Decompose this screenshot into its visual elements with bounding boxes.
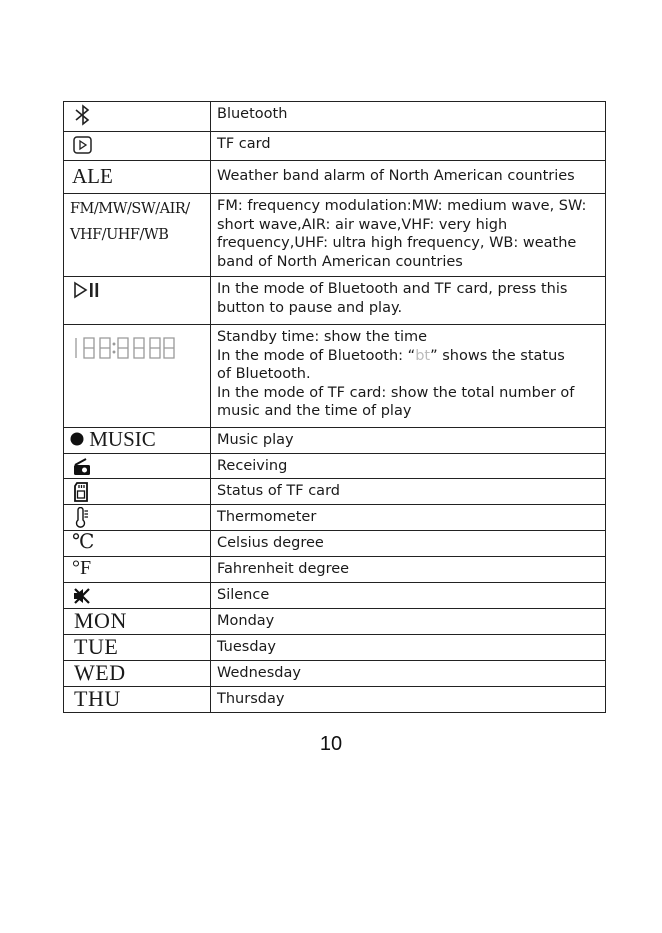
symbol-cell: MON bbox=[64, 609, 211, 635]
music-label: MUSIC bbox=[89, 427, 156, 451]
table-row bbox=[64, 325, 606, 428]
sd-card-icon bbox=[72, 481, 90, 503]
table-row bbox=[64, 277, 606, 325]
description-cell: Silence bbox=[211, 583, 606, 609]
mode-list-line: FM/MW/SW/AIR/ bbox=[70, 201, 190, 217]
table-row bbox=[64, 635, 606, 661]
symbol-cell: WED bbox=[64, 661, 211, 687]
symbol-cell bbox=[64, 479, 211, 505]
symbol-cell bbox=[64, 505, 211, 531]
description-cell bbox=[211, 325, 606, 428]
bluetooth-mode-line-2: of Bluetooth. bbox=[217, 366, 311, 382]
description-cell: Music play bbox=[211, 428, 606, 454]
description-cell: Celsius degree bbox=[211, 531, 606, 557]
description-cell: TF card bbox=[211, 132, 606, 161]
table-row bbox=[64, 583, 606, 609]
symbol-cell bbox=[64, 194, 211, 277]
mode-list-line: VHF/UHF/WB bbox=[70, 227, 169, 243]
description-cell: Thursday bbox=[211, 687, 606, 713]
table-row bbox=[64, 161, 606, 194]
table-row bbox=[64, 194, 606, 277]
standby-line: Standby time: show the time bbox=[217, 329, 428, 345]
description-cell: Thermometer bbox=[211, 505, 606, 531]
description-cell: Weather band alarm of North American countries bbox=[211, 161, 606, 194]
radio-receiving-icon bbox=[72, 457, 92, 477]
table-row bbox=[64, 102, 606, 132]
page-number: 10 bbox=[319, 733, 343, 755]
description-cell: Fahrenheit degree bbox=[211, 557, 606, 583]
table-row bbox=[64, 609, 606, 635]
symbol-cell: THU bbox=[64, 687, 211, 713]
bluetooth-icon bbox=[72, 103, 94, 127]
play-pause-icon bbox=[72, 279, 106, 301]
description-cell: In the mode of Bluetooth and TF card, press this button to pause and play. bbox=[211, 277, 606, 325]
description-cell: Bluetooth bbox=[211, 102, 606, 132]
description-cell: Status of TF card bbox=[211, 479, 606, 505]
thermometer-icon bbox=[72, 507, 90, 529]
symbol-cell bbox=[64, 454, 211, 479]
symbol-cell bbox=[64, 277, 211, 325]
table-row bbox=[64, 687, 606, 713]
tf-mode-line: In the mode of TF card: show the total number of music and the time of play bbox=[217, 384, 575, 419]
bluetooth-mode-line: In the mode of Bluetooth: “bt” shows the status bbox=[217, 347, 565, 364]
symbol-cell bbox=[64, 428, 211, 454]
description-cell: Wednesday bbox=[211, 661, 606, 687]
description-cell: Receiving bbox=[211, 454, 606, 479]
table-row bbox=[64, 479, 606, 505]
tf-card-play-icon bbox=[72, 134, 94, 156]
table-row bbox=[64, 505, 606, 531]
mute-speaker-icon bbox=[72, 586, 92, 606]
symbol-cell bbox=[64, 132, 211, 161]
symbol-legend-table bbox=[63, 101, 606, 713]
table-row bbox=[64, 454, 606, 479]
symbol-cell: ALE bbox=[64, 161, 211, 194]
segment-display-icon bbox=[72, 335, 176, 361]
table-row bbox=[64, 661, 606, 687]
table-row bbox=[64, 557, 606, 583]
table-row bbox=[64, 132, 606, 161]
symbol-cell: TUE bbox=[64, 635, 211, 661]
table-row bbox=[64, 531, 606, 557]
symbol-cell bbox=[64, 583, 211, 609]
symbol-cell bbox=[64, 102, 211, 132]
table-row bbox=[64, 428, 606, 454]
bt-segment-glyph: bt bbox=[415, 347, 431, 364]
symbol-cell: °F bbox=[64, 557, 211, 583]
description-cell: FM: frequency modulation:MW: medium wave, SW: short wave,AIR: air wave,VHF: very high frequency,UHF: ultra high frequency, WB: weathe band of North American countries bbox=[211, 194, 606, 277]
description-cell: Tuesday bbox=[211, 635, 606, 661]
symbol-cell: ℃ bbox=[64, 531, 211, 557]
music-dot-icon bbox=[70, 431, 84, 447]
symbol-cell bbox=[64, 325, 211, 428]
description-cell: Monday bbox=[211, 609, 606, 635]
